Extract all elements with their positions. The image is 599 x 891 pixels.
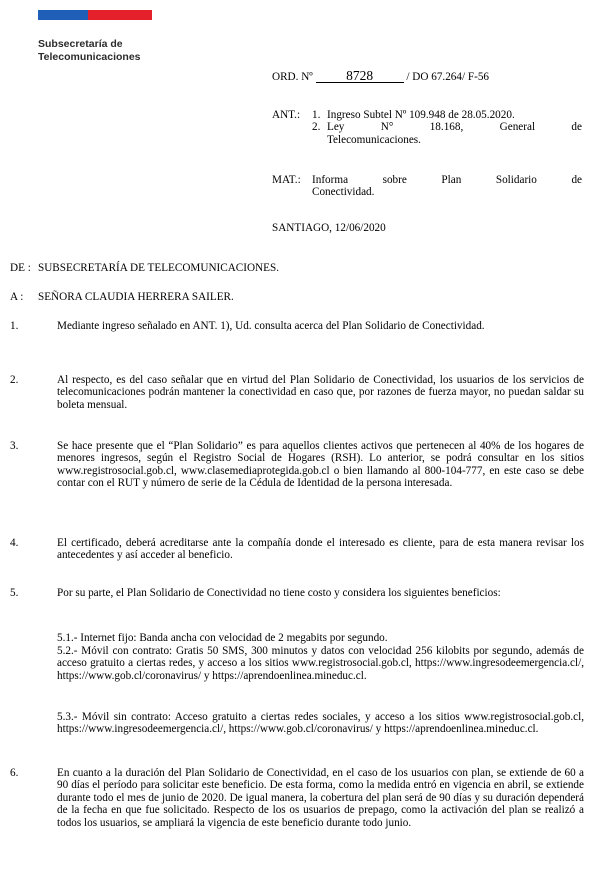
from-line [10,262,580,274]
place-date: SANTIAGO, 12/06/2020 [272,222,386,234]
paragraph [10,374,584,411]
paragraph-text: Al respecto, es del caso señalar que en virtud del Plan Solidario de Conectividad, los usuarios de los servicios de telecomunicaciones podrán mantener la conectividad en caso que, por razones de fuerza mayor, no puedan saldar su boleta mensual. [57,374,584,411]
paragraph-text: Se hace presente que el “Plan Solidario” es para aquellos clientes activos que pertenecen al 40% de los hogares de menores ingresos, según el Registro Social de Hogares (RSH). Lo anterior, se podrá consultar en los sitios www.registrosocial.gob.cl, www.clasemediaprotegida.gob.cl o bien llamando al 800-104-777, en este caso se debe contar con el RUT y número de serie de la Cédula de Identidad de la persona interesada. [57,440,584,490]
mat-text: Informa sobre Plan Solidario de [312,174,582,186]
paragraph [10,767,584,829]
org-line-2: Telecomunicaciones [38,51,141,63]
paragraph-number: 3. [10,440,19,452]
benefit-item: 5.3.- Móvil sin contrato: Acceso gratuito a ciertas redes sociales, y acceso a los sitios www.registrosocial.gob.cl, https://www.ingresodeemergencia.cl/, https://www.gob.cl/coronavirus/ y https://aprendoenlinea.mineduc.cl. [57,711,584,736]
paragraph [10,320,584,332]
to-value: SEÑORA CLAUDIA HERRERA SAILER. [38,291,234,303]
government-flag-bar [38,10,152,20]
mat-text: Conectividad. [312,186,375,199]
paragraph-text: El certificado, deberá acreditarse ante la compañía donde el interesado es cliente, para de esta manera revisar los antecedentes y así acceder al beneficio. [57,537,584,562]
paragraph [10,440,584,490]
from-key: DE : [10,262,31,274]
ant-item-text: Telecomunicaciones. [327,133,421,146]
paragraph-text: En cuanto a la duración del Plan Solidario de Conectividad, en el caso de los usuarios con plan, se extiende de 60 a 90 días el período para solicitar este beneficio. De esta forma, como la medida entró en vigencia en abril, se extiende durante todo el mes de junio de 2020. De igual manera, la cobertura del plan será de 90 días y su duración dependerá de la fecha en que fue solicitado. Respecto de los os usuarios de prepago, como la activación del plan se realizó a todos los usuarios, se ampliará la vigencia de este beneficio durante todo junio. [57,767,584,829]
paragraph-text: Mediante ingreso señalado en ANT. 1), Ud. consulta acerca del Plan Solidario de Conectividad. [57,320,485,332]
ant-item-text: Ley N° 18.168, General de [327,121,582,134]
flag-blue-segment [38,10,88,20]
benefit-item: 5.2.- Móvil con contrato: Gratis 50 SMS, 300 minutos y datos con velocidad 256 kilobits por segundo, además de acceso gratuito a ciertas redes, y acceso a los sitios www.registrosocial.gob.cl, https://www.ingresodeemergencia.cl/, https://www.gob.cl/coronavirus/ y https://aprendoenlinea.mineduc.cl. [57,645,584,682]
paragraph-number: 6. [10,767,19,779]
ant-item-text: Ingreso Subtel Nº 109.948 de 28.05.2020. [327,109,515,121]
flag-red-segment [88,10,152,20]
ord-line [272,69,489,83]
benefit-item: 5.1.- Internet fijo: Banda ancha con velocidad de 2 megabits por segundo. [57,632,388,644]
ord-number: 8728 [316,69,404,83]
materia-block [272,174,582,199]
paragraph [10,537,584,562]
ant-item-number: 1. [312,109,321,121]
to-line [10,291,580,303]
to-key: A : [10,291,24,303]
organization-name [38,38,141,64]
paragraph-number: 2. [10,374,19,386]
paragraph-number: 1. [10,320,19,332]
ord-suffix: / DO 67.264/ F-56 [406,71,490,83]
paragraph-number: 5. [10,587,19,599]
ant-label: ANT.: [272,109,301,121]
ant-item-number: 2. [312,121,321,134]
paragraph [10,587,584,599]
paragraph-text: Por su parte, el Plan Solidario de Conectividad no tiene costo y considera los siguientes beneficios: [57,587,501,599]
ord-prefix: ORD. Nº [272,71,313,83]
antecedentes-block [272,109,582,146]
from-value: SUBSECRETARÍA DE TELECOMUNICACIONES. [38,262,279,274]
mat-label: MAT.: [272,174,301,186]
org-line-1: Subsecretaría de [38,38,123,50]
paragraph-number: 4. [10,537,19,549]
